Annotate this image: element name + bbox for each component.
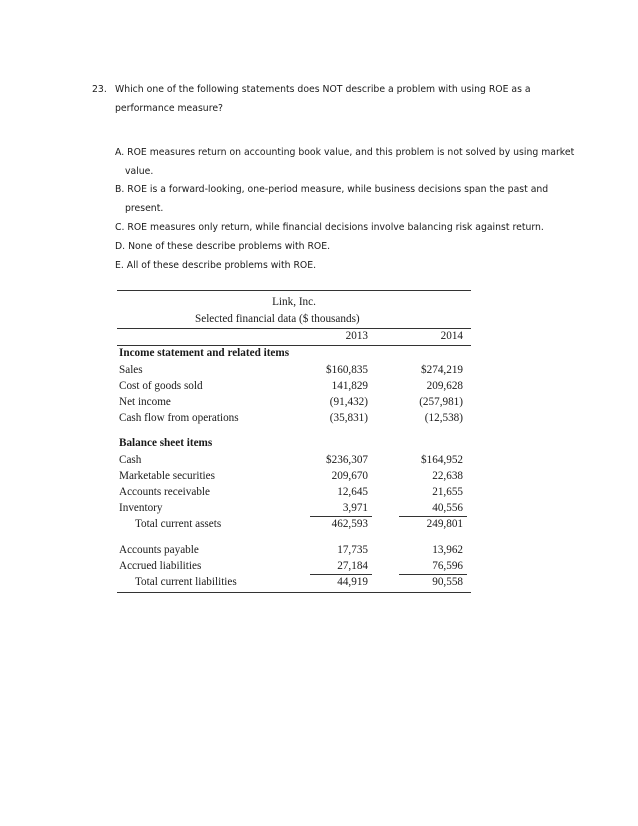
row-value-2014: 13,962 xyxy=(432,544,463,556)
row-value-2014: 22,638 xyxy=(432,470,463,482)
subtotal-underline-2014 xyxy=(399,574,467,575)
option-b-line2: present. xyxy=(125,203,164,214)
row-label: Accrued liabilities xyxy=(119,560,202,572)
row-label: Cash xyxy=(119,454,142,466)
table-header-rule xyxy=(117,328,471,329)
row-value-2013: 12,645 xyxy=(337,486,368,498)
row-value-2013: $160,835 xyxy=(326,364,368,376)
subtotal-underline-2013 xyxy=(310,516,372,517)
table-bottom-rule xyxy=(117,592,471,593)
option-e-line1: E. All of these describe problems with ROE. xyxy=(115,260,317,271)
question-stem: Which one of the following statements does NOT describe a problem with using ROE as a performance measure? xyxy=(115,84,531,114)
table-subtitle: Selected financial data ($ thousands) xyxy=(195,313,360,325)
option-a xyxy=(115,143,575,181)
option-b xyxy=(115,180,575,218)
col-header-2013: 2013 xyxy=(345,330,368,342)
row-label: Accounts receivable xyxy=(119,486,211,498)
row-value-2014: (12,538) xyxy=(424,412,463,424)
total-current-assets-label: Total current assets xyxy=(135,518,222,530)
row-value-2013: 209,670 xyxy=(331,470,368,482)
row-value-2013: $236,307 xyxy=(326,454,368,466)
row-value-2014: 40,556 xyxy=(432,502,463,514)
row-value-2014: $164,952 xyxy=(421,454,463,466)
financial-data-table xyxy=(117,290,471,596)
total-current-liabilities-2014: 90,558 xyxy=(432,576,463,588)
option-d-line1: D. None of these describe problems with ROE. xyxy=(115,241,331,252)
table-title: Link, Inc. xyxy=(272,296,316,308)
option-c xyxy=(115,218,575,237)
section-balance-sheet: Balance sheet items xyxy=(119,437,213,449)
row-label: Net income xyxy=(119,396,171,408)
row-value-2014: $274,219 xyxy=(421,364,463,376)
row-label: Inventory xyxy=(119,502,163,514)
row-label: Cash flow from operations xyxy=(119,412,239,424)
row-value-2013: 3,971 xyxy=(342,502,368,514)
total-current-assets-2014: 249,801 xyxy=(426,518,463,530)
option-a-line2: value. xyxy=(125,166,154,177)
row-value-2013: 141,829 xyxy=(331,380,368,392)
col-header-2014: 2014 xyxy=(440,330,463,342)
table-columns-rule xyxy=(117,345,471,346)
total-current-liabilities-label: Total current liabilities xyxy=(135,576,237,588)
option-b-line1: B. ROE is a forward-looking, one-period measure, while business decisions span the past and xyxy=(115,184,549,195)
row-value-2014: 76,596 xyxy=(432,560,463,572)
row-value-2014: 209,628 xyxy=(426,380,463,392)
subtotal-underline-2013 xyxy=(310,574,372,575)
table-top-rule xyxy=(117,290,471,291)
row-value-2014: (257,981) xyxy=(419,396,463,408)
option-c-line1: C. ROE measures only return, while financial decisions involve balancing risk against return. xyxy=(115,222,544,233)
row-label: Sales xyxy=(119,364,143,376)
row-value-2013: 27,184 xyxy=(337,560,368,572)
option-e xyxy=(115,256,575,275)
row-label: Accounts payable xyxy=(119,544,199,556)
row-value-2013: (91,432) xyxy=(329,396,368,408)
row-value-2014: 21,655 xyxy=(432,486,463,498)
row-label: Cost of goods sold xyxy=(119,380,203,392)
option-a-line1: A. ROE measures return on accounting book value, and this problem is not solved by using market xyxy=(115,147,575,158)
row-label: Marketable securities xyxy=(119,470,215,482)
question-number: 23. xyxy=(92,84,107,95)
row-value-2013: 17,735 xyxy=(337,544,368,556)
total-current-liabilities-2013: 44,919 xyxy=(337,576,368,588)
option-d xyxy=(115,237,575,256)
section-income-statement: Income statement and related items xyxy=(119,347,290,359)
subtotal-underline-2014 xyxy=(399,516,467,517)
total-current-assets-2013: 462,593 xyxy=(331,518,368,530)
row-value-2013: (35,831) xyxy=(329,412,368,424)
